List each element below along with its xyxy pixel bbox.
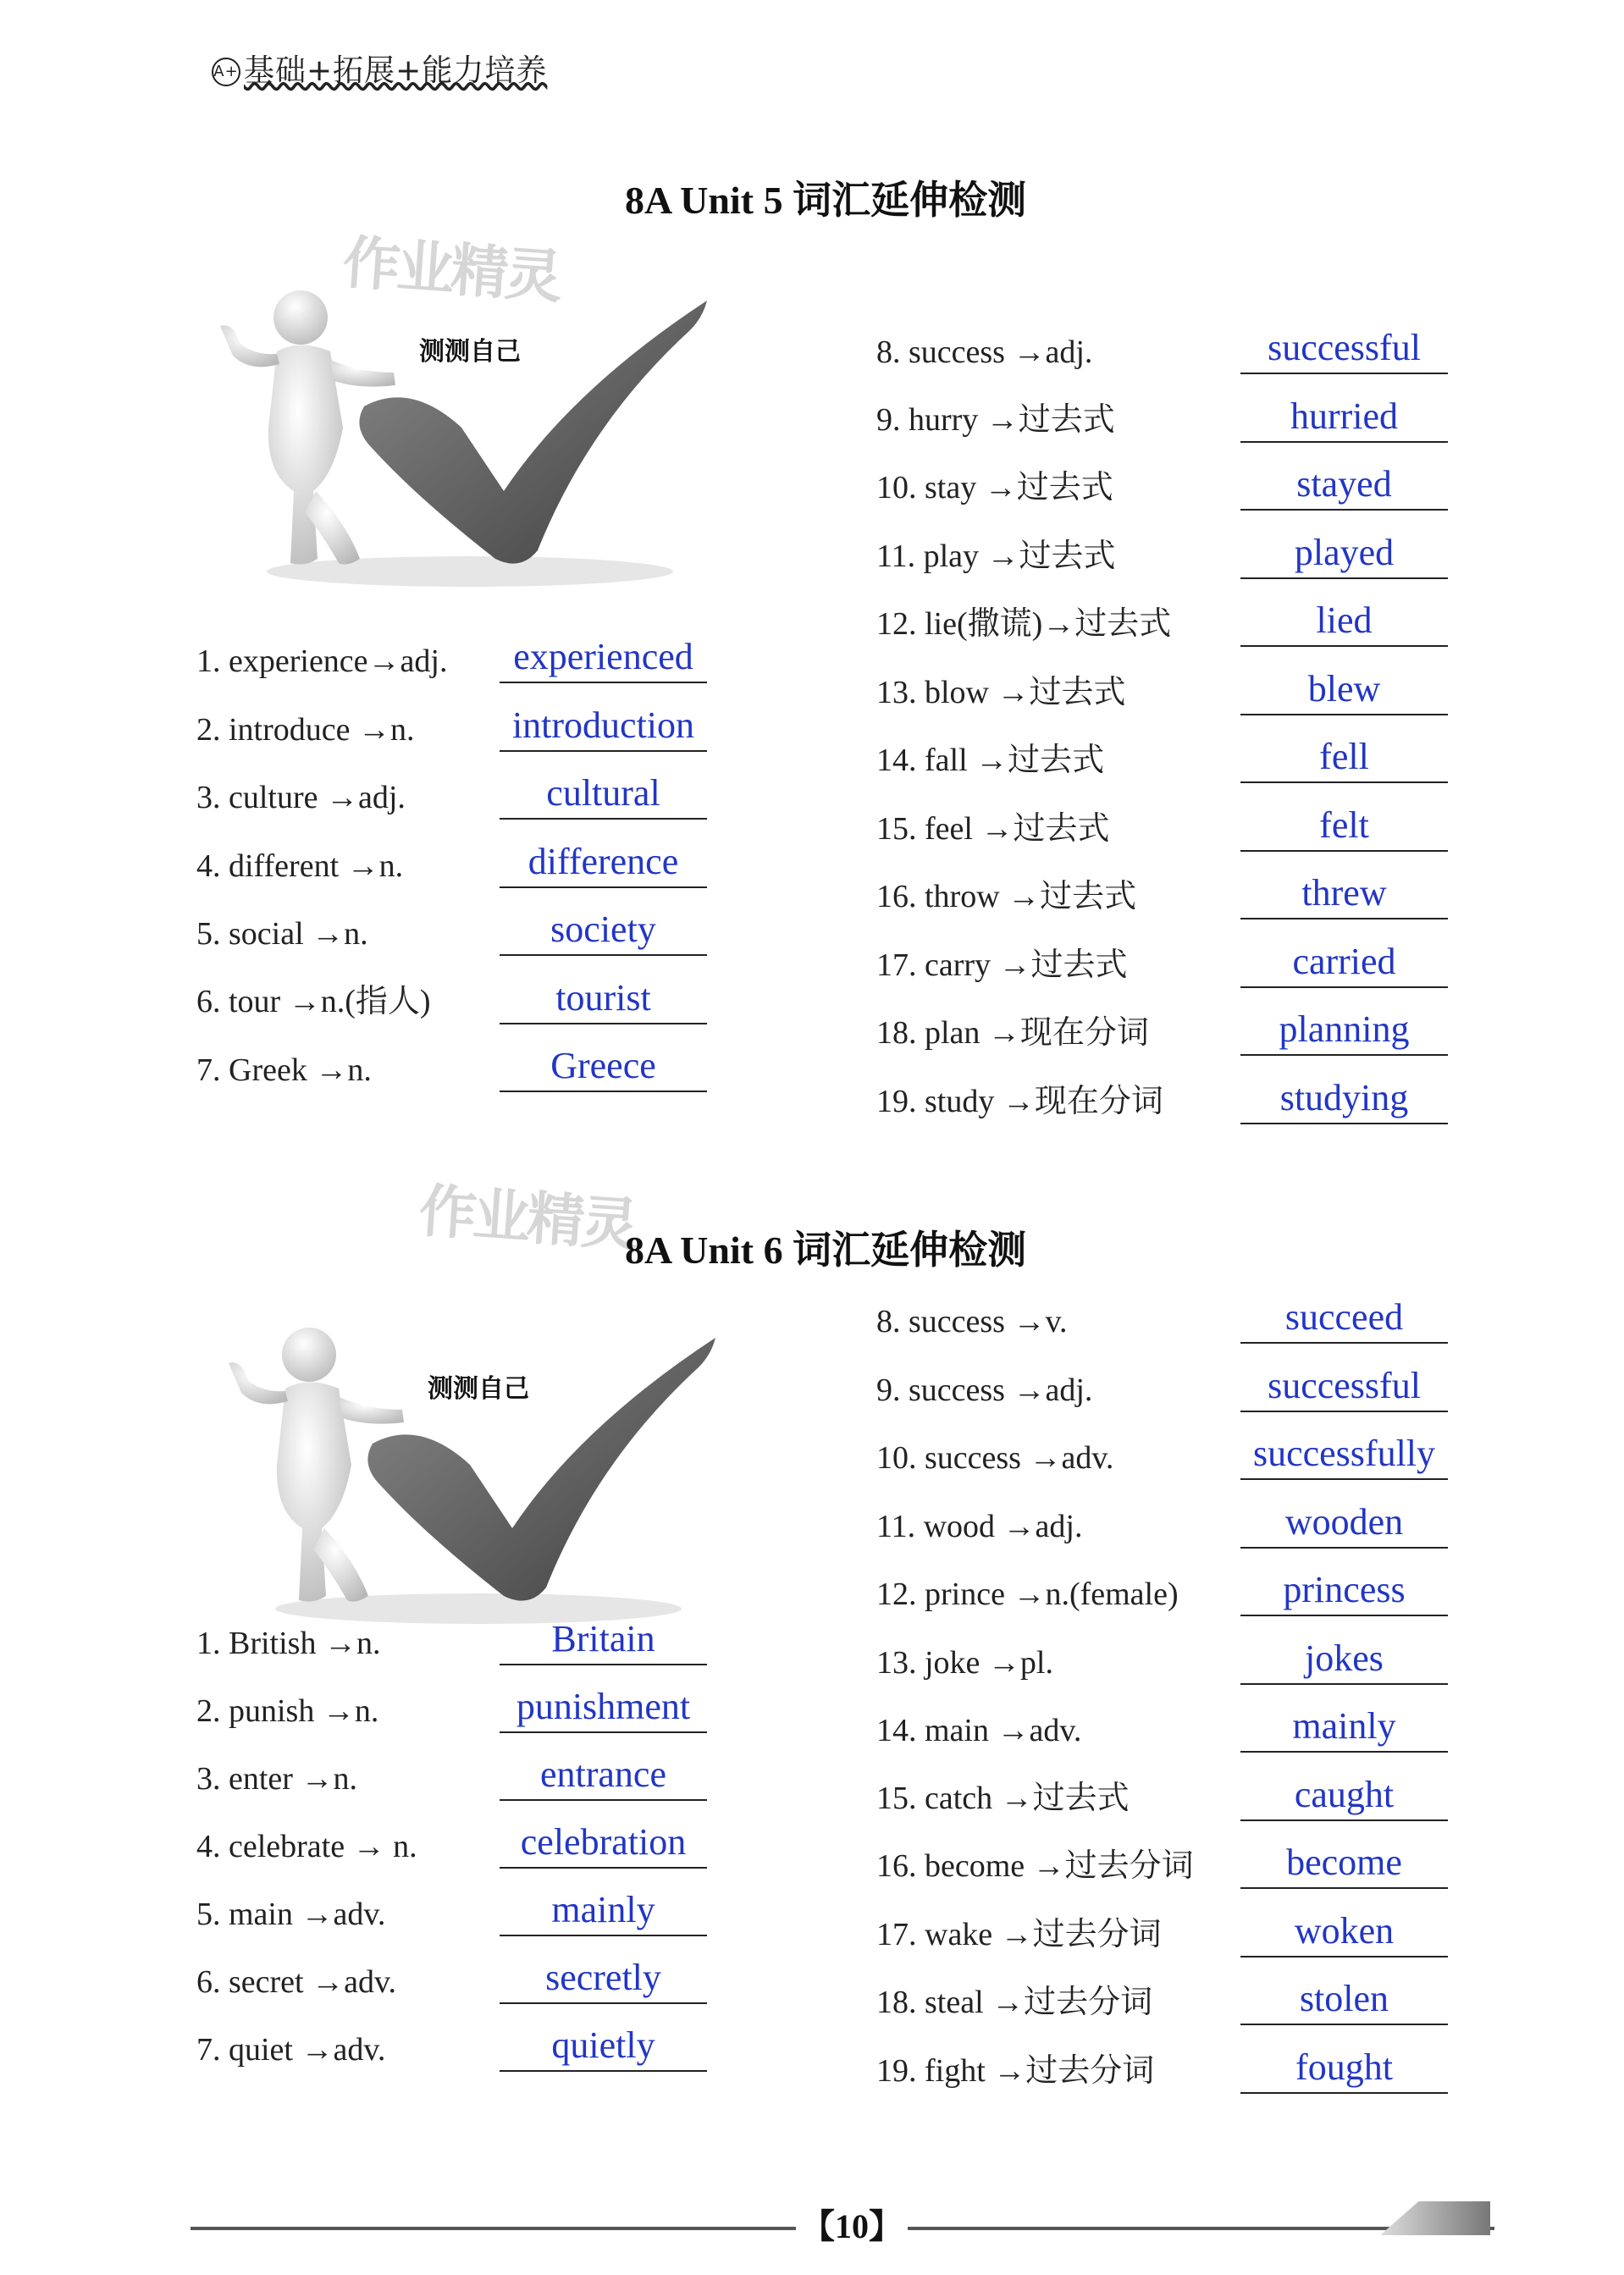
exercise-row	[876, 663, 1418, 722]
answer-text: difference	[528, 840, 679, 882]
answer-blank-line	[500, 886, 707, 888]
exercise-prompt: 5. main →adv.	[196, 1897, 386, 1932]
answer-text: caught	[1294, 1773, 1395, 1815]
exercise-prompt: 18. steal →过去分词	[876, 1985, 1153, 2020]
exercise-prompt: 8. success →adj.	[876, 334, 1093, 370]
illustration-unit5	[216, 279, 724, 593]
answer-text: introduction	[511, 704, 695, 746]
answer-blank-line	[1240, 1123, 1448, 1124]
exercise-prompt: 4. celebrate → n.	[196, 1829, 417, 1864]
answer-text: blew	[1307, 667, 1381, 710]
answer-blank-line	[1240, 1054, 1448, 1056]
answer-text: hurried	[1290, 395, 1399, 437]
answer-blank-line	[1240, 714, 1448, 715]
answer-text: studying	[1279, 1076, 1409, 1118]
answer-blank-line	[1240, 918, 1448, 919]
exercise-row	[196, 1952, 738, 2011]
answer-blank-line	[1240, 1411, 1448, 1412]
answer-blank-line	[1240, 577, 1448, 579]
answer-text: threw	[1301, 872, 1387, 914]
exercise-row	[876, 1973, 1418, 2032]
exercise-prompt: 17. wake →过去分词	[876, 1916, 1162, 1952]
answer-text: become	[1286, 1842, 1402, 1883]
exercise-prompt: 10. success →adv.	[876, 1440, 1114, 1476]
exercise-prompt: 1. British →n.	[196, 1626, 381, 1661]
answer-text: entrance	[540, 1753, 666, 1795]
answer-text: wooden	[1284, 1500, 1404, 1543]
answer-blank-line	[500, 1731, 707, 1733]
answer-blank-line	[1240, 2024, 1448, 2025]
answer-text: society	[550, 908, 656, 950]
book-series-title: 基础+拓展+能力培养	[244, 53, 548, 88]
answer-text: successful	[1268, 1364, 1421, 1406]
exercise-row	[876, 390, 1418, 450]
exercise-prompt: 7. Greek →n.	[196, 1052, 372, 1088]
answer-text: cultural	[546, 772, 660, 814]
exercise-row	[196, 1613, 738, 1672]
answer-blank-line	[1240, 781, 1448, 783]
exercise-row	[196, 1681, 738, 1740]
answer-text: quietly	[551, 2024, 655, 2066]
exercise-row	[876, 731, 1418, 790]
answer-blank-line	[1240, 1683, 1448, 1685]
answer-blank-line	[500, 682, 707, 683]
answer-text: secretly	[545, 1957, 661, 1998]
answer-text: Britain	[551, 1618, 655, 1659]
exercise-row	[196, 767, 738, 826]
exercise-prompt: 10. stay →过去式	[876, 470, 1113, 505]
answer-blank-line	[500, 1799, 707, 1801]
answer-blank-line	[1240, 1751, 1448, 1753]
answer-text: successful	[1268, 327, 1421, 368]
exercise-row	[876, 458, 1418, 517]
exercise-prompt: 6. secret →adv.	[196, 1964, 396, 2000]
exercise-prompt: 9. hurry →过去式	[876, 401, 1115, 438]
exercise-prompt: 19. fight →过去分词	[876, 2052, 1155, 2089]
exercise-prompt: 7. quiet →adv.	[196, 2032, 386, 2068]
answer-blank-line	[500, 2002, 707, 2004]
exercise-prompt: 18. plan →现在分词	[876, 1015, 1149, 1051]
book-logo-icon: A+	[212, 58, 240, 86]
exercise-row	[876, 867, 1418, 926]
page-number: 【10】	[796, 2200, 908, 2248]
exercise-prompt: 13. blow →过去式	[876, 674, 1126, 710]
exercise-prompt: 15. catch →过去式	[876, 1780, 1130, 1816]
exercise-prompt: 14. fall →过去式	[876, 743, 1105, 778]
answer-blank-line	[500, 2070, 707, 2072]
exercise-row	[876, 1769, 1418, 1828]
exercise-row	[196, 699, 738, 759]
answer-blank-line	[1240, 1615, 1448, 1616]
answer-blank-line	[500, 1935, 707, 1936]
answer-text: celebration	[520, 1821, 687, 1863]
watermark-top: 作业精灵	[340, 229, 562, 312]
exercise-prompt: 3. culture →adj.	[196, 780, 406, 815]
answer-text: successfully	[1252, 1433, 1436, 1474]
checkmark-figure-icon	[216, 279, 724, 593]
answer-blank-line	[1240, 1887, 1448, 1889]
answer-text: played	[1294, 531, 1395, 573]
exercise-row	[876, 1700, 1418, 1759]
exercise-row	[876, 1360, 1421, 1419]
answer-blank-line	[1240, 441, 1448, 443]
answer-text: Greece	[550, 1045, 656, 1086]
exercise-prompt: 5. social →n.	[196, 916, 368, 952]
exercise-prompt: 13. joke →pl.	[876, 1644, 1053, 1681]
exercise-prompt: 16. become →过去分词	[876, 1848, 1194, 1884]
exercise-row	[196, 836, 738, 895]
answer-blank-line	[1240, 850, 1448, 852]
exercise-prompt: 14. main →adv.	[876, 1713, 1082, 1748]
illustration-unit6	[224, 1317, 732, 1630]
exercise-row	[876, 1003, 1418, 1063]
exercise-row	[876, 1291, 1418, 1350]
answer-blank-line	[500, 954, 707, 956]
exercise-row	[196, 903, 738, 963]
exercise-prompt: 12. prince →n.(female)	[876, 1576, 1179, 1612]
answer-text: lied	[1316, 599, 1373, 641]
exercise-row	[876, 1632, 1418, 1692]
answer-blank-line	[500, 818, 707, 820]
answer-text: succeed	[1284, 1296, 1404, 1338]
unit6-title: 8A Unit 6 词汇延伸检测	[625, 1229, 1027, 1272]
exercise-prompt: 11. play →过去式	[876, 538, 1116, 574]
exercise-prompt: 2. punish →n.	[196, 1693, 379, 1729]
answer-blank-line	[1240, 1956, 1448, 1957]
answer-text: fought	[1295, 2046, 1393, 2088]
exercise-prompt: 6. tour →n.(指人)	[196, 983, 431, 1019]
exercise-prompt: 16. throw →过去式	[876, 879, 1137, 914]
exercise-prompt: 9. success →adj.	[876, 1372, 1093, 1408]
answer-blank-line	[1240, 2092, 1448, 2094]
exercise-row	[196, 2019, 738, 2079]
answer-blank-line	[500, 1867, 707, 1869]
answer-text: princess	[1283, 1569, 1406, 1610]
exercise-row	[876, 322, 1421, 381]
exercise-row	[876, 594, 1418, 654]
exercise-prompt: 3. enter →n.	[196, 1761, 357, 1797]
exercise-row	[196, 1040, 738, 1099]
exercise-prompt: 12. lie(撒谎)→过去式	[876, 606, 1172, 642]
exercise-row	[876, 1836, 1418, 1896]
exercise-row	[196, 1748, 738, 1808]
answer-text: experienced	[513, 636, 693, 677]
answer-text: planning	[1279, 1008, 1410, 1050]
exercise-prompt: 2. introduce →n.	[196, 711, 415, 748]
answer-blank-line	[1240, 1342, 1448, 1344]
exercise-prompt: 11. wood →adj.	[876, 1508, 1083, 1544]
answer-text: jokes	[1305, 1637, 1384, 1679]
exercise-prompt: 15. feel →过去式	[876, 810, 1110, 847]
answer-text: felt	[1319, 803, 1369, 846]
answer-text: mainly	[1292, 1705, 1396, 1747]
badge-test-yourself: 测测自己	[428, 1374, 529, 1404]
exercise-prompt: 1. experience→adj.	[196, 643, 448, 679]
answer-blank-line	[1240, 373, 1448, 374]
badge-test-yourself: 测测自己	[419, 337, 521, 367]
answer-text: stayed	[1296, 463, 1392, 505]
exercise-row	[196, 1884, 738, 1943]
answer-blank-line	[500, 1091, 707, 1092]
book-header	[212, 47, 547, 90]
exercise-prompt: 17. carry →过去式	[876, 947, 1128, 983]
watermark-bottom: 作业精灵	[417, 1178, 638, 1260]
exercise-prompt: 19. study →现在分词	[876, 1083, 1163, 1119]
exercise-row	[876, 1496, 1418, 1555]
answer-blank-line	[1240, 1819, 1448, 1821]
answer-blank-line	[500, 1664, 707, 1665]
exercise-row	[876, 936, 1418, 995]
exercise-row	[876, 799, 1418, 859]
exercise-prompt: 4. different →n.	[196, 848, 404, 884]
exercise-row	[876, 1072, 1418, 1131]
answer-text: carried	[1292, 940, 1396, 982]
exercise-row	[876, 1905, 1418, 1964]
answer-text: fell	[1319, 736, 1369, 777]
answer-blank-line	[1240, 645, 1448, 647]
answer-text: mainly	[551, 1889, 655, 1930]
exercise-row	[876, 2041, 1418, 2101]
answer-blank-line	[1240, 509, 1448, 511]
exercise-row	[196, 631, 738, 690]
checkmark-figure-icon	[224, 1317, 732, 1630]
answer-text: stolen	[1299, 1978, 1389, 2019]
exercise-row	[196, 1816, 738, 1875]
answer-text: tourist	[555, 976, 651, 1019]
answer-blank-line	[1240, 1478, 1448, 1480]
answer-blank-line	[1240, 1547, 1448, 1549]
answer-blank-line	[500, 750, 707, 752]
answer-text: punishment	[516, 1686, 691, 1727]
answer-blank-line	[1240, 986, 1448, 988]
exercise-row	[196, 972, 738, 1031]
exercise-row	[876, 527, 1418, 586]
footer-decoration	[1380, 2201, 1490, 2235]
unit5-title: 8A Unit 5 词汇延伸检测	[625, 179, 1027, 222]
answer-text: woken	[1294, 1909, 1395, 1952]
exercise-row	[876, 1427, 1436, 1487]
answer-blank-line	[500, 1023, 707, 1024]
exercise-prompt: 8. success →v.	[876, 1304, 1068, 1339]
exercise-row	[876, 1564, 1418, 1623]
